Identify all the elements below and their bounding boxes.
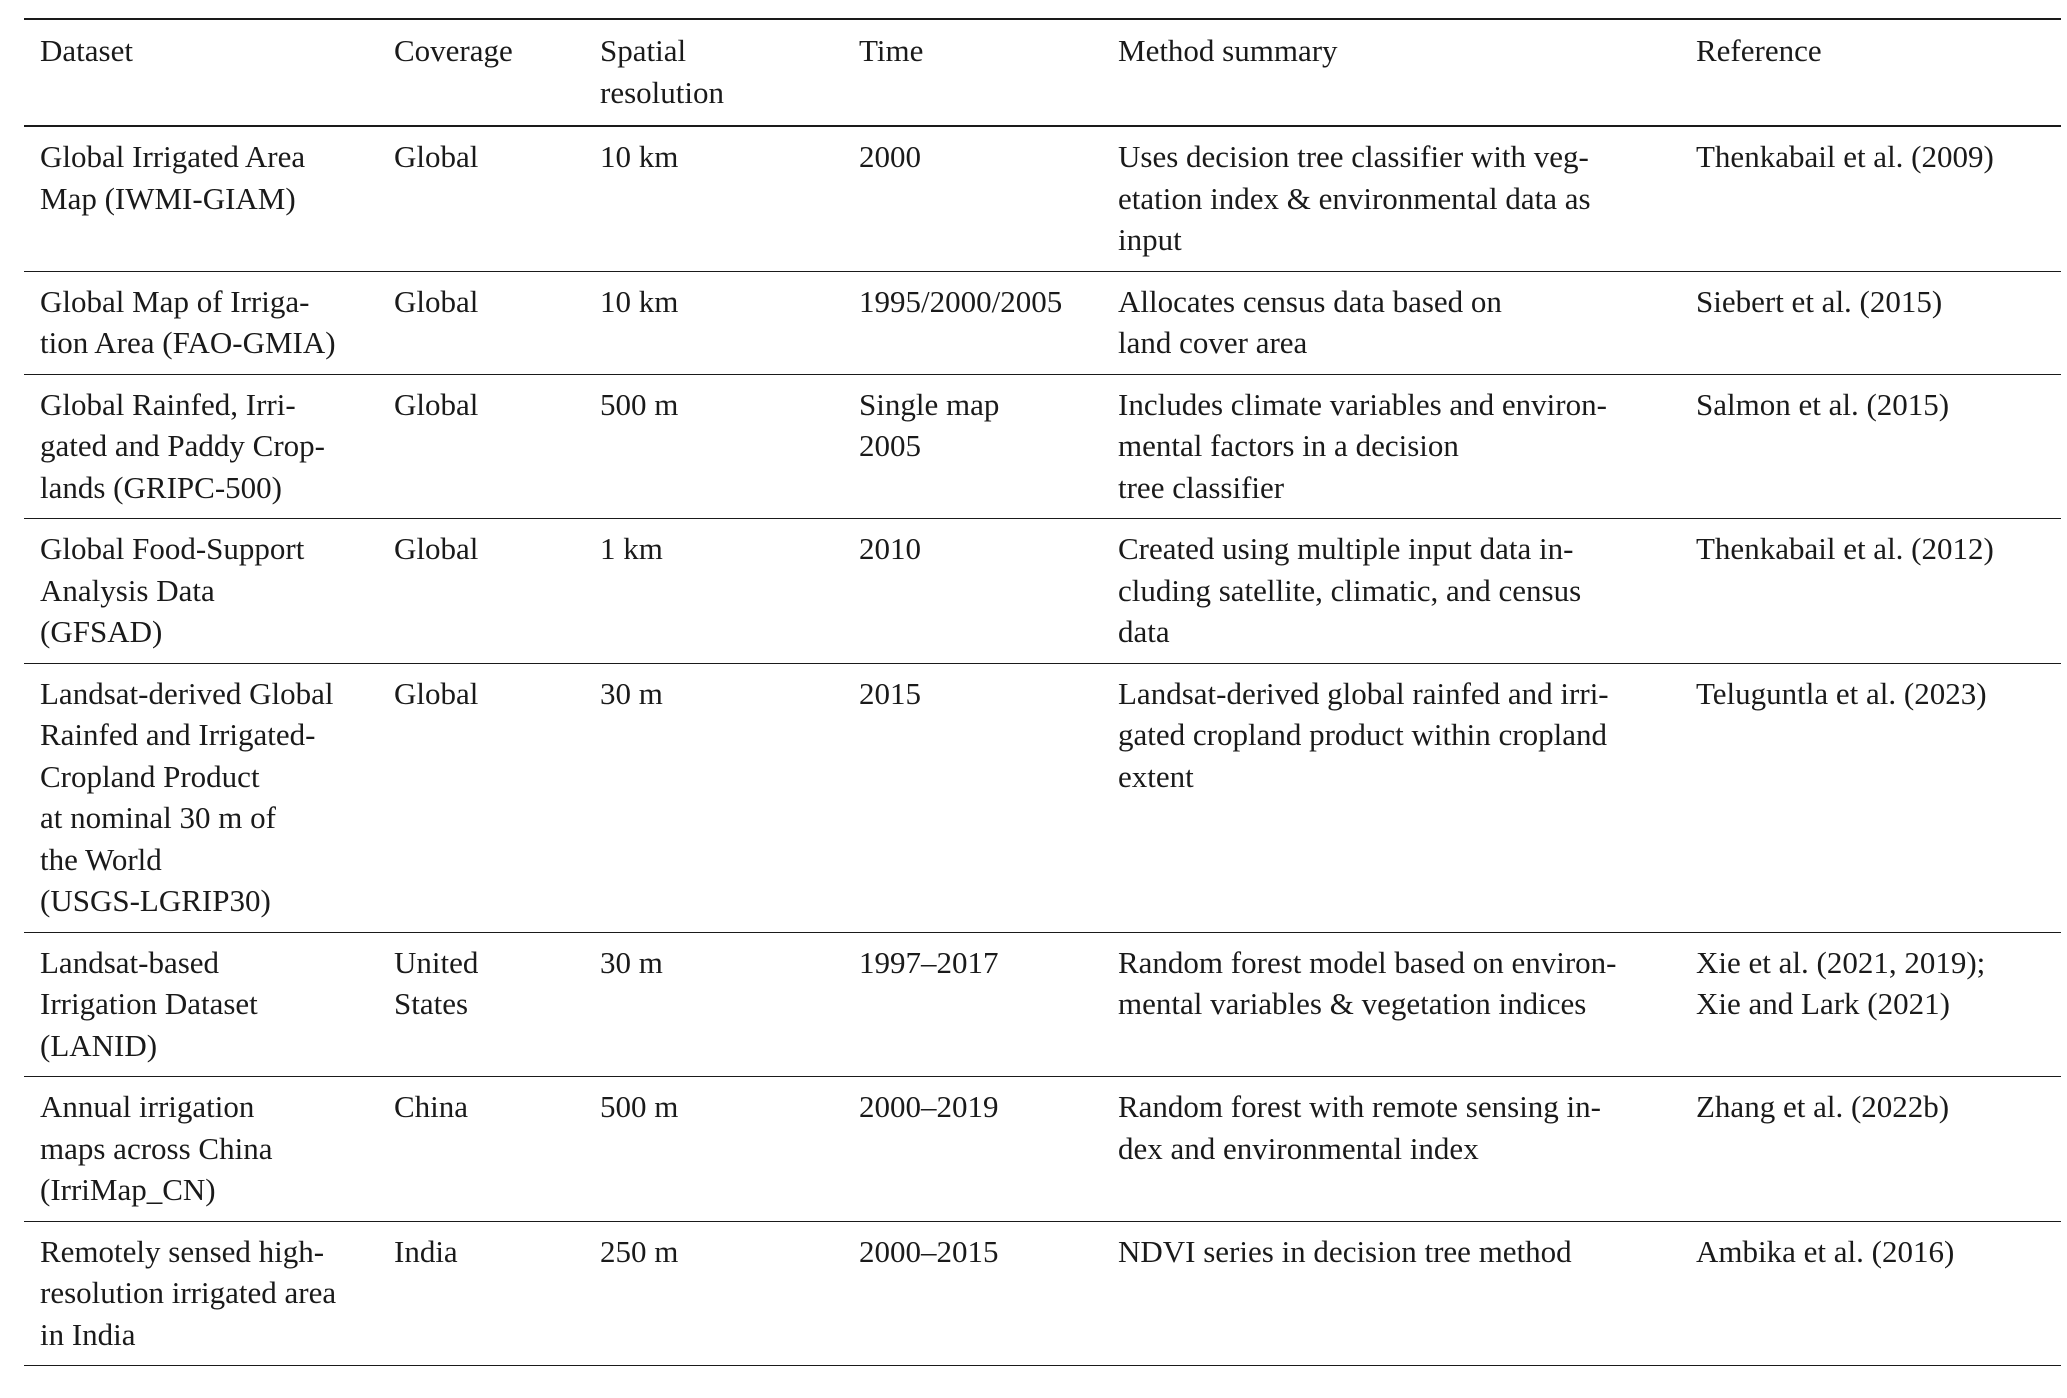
cell-time: 2015: [859, 663, 1118, 932]
cell-dataset: Global Irrigated Area Map (IWMI-GIAM): [24, 126, 394, 271]
header-method-summary: Method summary: [1118, 19, 1696, 126]
cell-reference: Salmon et al. (2015): [1696, 374, 2061, 519]
cell-dataset: Landsat-based Irrigation Dataset (LANID): [24, 932, 394, 1077]
cell-resolution: 500 m: [600, 1077, 859, 1222]
cell-coverage: Global: [394, 663, 600, 932]
table-row: [24, 374, 2061, 519]
cell-method: Includes climate variables and environ- mental factors in a decision tree classifier: [1118, 374, 1696, 519]
cell-dataset: Annual irrigation maps across China (IrriMap_CN): [24, 1077, 394, 1222]
cell-coverage: Global: [394, 126, 600, 271]
table-body: [24, 126, 2061, 1366]
cell-method: Created using multiple input data in- cluding satellite, climatic, and census data: [1118, 519, 1696, 664]
cell-coverage: India: [394, 1221, 600, 1366]
cell-coverage: China: [394, 1077, 600, 1222]
cell-reference: Siebert et al. (2015): [1696, 271, 2061, 374]
cell-dataset: Remotely sensed high- resolution irrigated area in India: [24, 1221, 394, 1366]
cell-coverage: Global: [394, 519, 600, 664]
cell-time: 1997–2017: [859, 932, 1118, 1077]
cell-method: Uses decision tree classifier with veg- etation index & environmental data as input: [1118, 126, 1696, 271]
cell-coverage: United States: [394, 932, 600, 1077]
header-time: Time: [859, 19, 1118, 126]
table-row: [24, 1221, 2061, 1366]
header-spatial-resolution: Spatial resolution: [600, 19, 859, 126]
header-reference: Reference: [1696, 19, 2061, 126]
header-coverage: Coverage: [394, 19, 600, 126]
cell-dataset: Global Food-Support Analysis Data (GFSAD): [24, 519, 394, 664]
cell-reference: Ambika et al. (2016): [1696, 1221, 2061, 1366]
dataset-table-container: [24, 18, 2061, 1366]
cell-coverage: Global: [394, 374, 600, 519]
cell-resolution: 500 m: [600, 374, 859, 519]
header-row: [24, 19, 2061, 126]
cell-reference: Zhang et al. (2022b): [1696, 1077, 2061, 1222]
cell-resolution: 30 m: [600, 932, 859, 1077]
cell-dataset: Landsat-derived Global Rainfed and Irrigated- Cropland Product at nominal 30 m of the World (USGS-LGRIP30): [24, 663, 394, 932]
cell-time: Single map 2005: [859, 374, 1118, 519]
cell-time: 1995/2000/2005: [859, 271, 1118, 374]
header-dataset: Dataset: [24, 19, 394, 126]
cell-resolution: 10 km: [600, 271, 859, 374]
table-row: [24, 271, 2061, 374]
cell-time: 2000: [859, 126, 1118, 271]
table-row: [24, 663, 2061, 932]
cell-reference: Xie et al. (2021, 2019); Xie and Lark (2021): [1696, 932, 2061, 1077]
cell-reference: Teluguntla et al. (2023): [1696, 663, 2061, 932]
table-row: [24, 1077, 2061, 1222]
cell-time: 2010: [859, 519, 1118, 664]
cell-dataset: Global Rainfed, Irri- gated and Paddy Crop- lands (GRIPC-500): [24, 374, 394, 519]
table-row: [24, 932, 2061, 1077]
cell-method: Random forest with remote sensing in- dex and environmental index: [1118, 1077, 1696, 1222]
table-header: [24, 19, 2061, 126]
cell-reference: Thenkabail et al. (2012): [1696, 519, 2061, 664]
cell-time: 2000–2019: [859, 1077, 1118, 1222]
cell-method: NDVI series in decision tree method: [1118, 1221, 1696, 1366]
cell-resolution: 250 m: [600, 1221, 859, 1366]
table-row: [24, 126, 2061, 271]
cell-resolution: 10 km: [600, 126, 859, 271]
cell-method: Random forest model based on environ- mental variables & vegetation indices: [1118, 932, 1696, 1077]
cell-coverage: Global: [394, 271, 600, 374]
cell-resolution: 30 m: [600, 663, 859, 932]
cell-method: Allocates census data based on land cover area: [1118, 271, 1696, 374]
irrigation-datasets-table: [24, 18, 2061, 1366]
cell-dataset: Global Map of Irriga- tion Area (FAO-GMIA): [24, 271, 394, 374]
table-row: [24, 519, 2061, 664]
cell-time: 2000–2015: [859, 1221, 1118, 1366]
cell-method: Landsat-derived global rainfed and irri- gated cropland product within cropland extent: [1118, 663, 1696, 932]
cell-resolution: 1 km: [600, 519, 859, 664]
cell-reference: Thenkabail et al. (2009): [1696, 126, 2061, 271]
